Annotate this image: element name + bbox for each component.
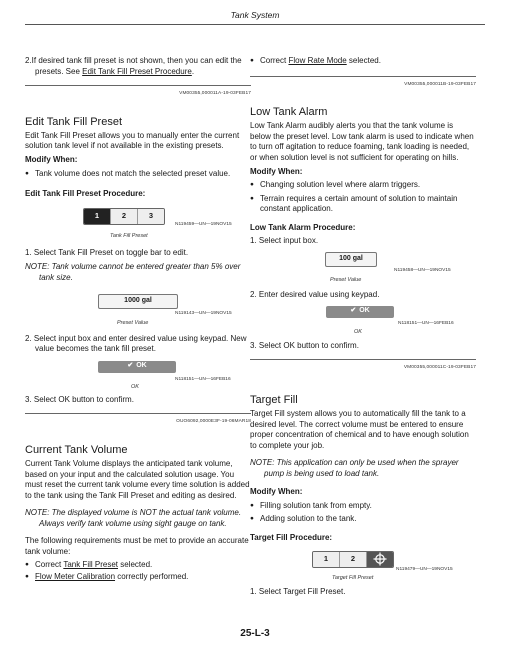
toggle-button-1[interactable]: 1: [84, 209, 111, 224]
ref-code: VM00355,000011B-19-03FEB17: [404, 81, 476, 87]
divider: [25, 413, 251, 414]
list-item: ● Correct Flow Rate Mode selected.: [250, 56, 476, 67]
alarm-value-input[interactable]: 100 gal: [325, 252, 377, 267]
ref-code: VM00355,000011C-19-03FEB17: [403, 365, 476, 371]
link-flow-rate-mode[interactable]: Flow Rate Mode: [288, 56, 347, 65]
note-tank-volume: NOTE: Tank volume cannot be entered greater than 5% over tank size.: [25, 262, 241, 282]
toggle-button-3[interactable]: 3: [138, 209, 164, 224]
tf-proc-step-1: 1. Select Target Fill Preset.: [250, 586, 346, 596]
procedure-label: Low Tank Alarm Procedure:: [250, 222, 356, 232]
list-item: ● Adding solution to the tank.: [250, 514, 476, 525]
preset-value-input[interactable]: 1000 gal: [98, 294, 178, 309]
target-fill-preset-figure: [250, 551, 476, 585]
right-proc-step-1: 1. Select input box.: [250, 235, 319, 245]
divider: [25, 85, 251, 86]
toggle-button-2[interactable]: 2: [340, 552, 367, 567]
modify-when-label: Modify When:: [250, 166, 303, 176]
divider: [250, 359, 476, 360]
figure-ref: N118151—UN—16FEB16: [175, 376, 231, 382]
figure-ref: N118151—UN—16FEB16: [398, 320, 454, 326]
section-title-low-tank-alarm: Low Tank Alarm: [250, 106, 328, 119]
checkmark-icon: ✔: [350, 307, 357, 315]
procedure-label: Target Fill Procedure:: [250, 533, 333, 543]
target-crosshair-icon[interactable]: [367, 552, 393, 567]
link-tank-fill-preset[interactable]: Tank Fill Preset: [63, 559, 118, 569]
crosshair-icon: [373, 552, 387, 566]
ok-button[interactable]: ✔ OK: [98, 361, 176, 373]
section-title-edit-tank-fill-preset: Edit Tank Fill Preset: [25, 115, 123, 128]
left-step-2: 2.If desired tank fill preset is not shown, then you can edit the presets. See Edit Tank Fill Preset Procedure.: [25, 56, 242, 76]
right-proc-step-3: 3. Select OK button to confirm.: [250, 340, 359, 350]
preset-value-figure: [25, 294, 251, 334]
list-item: ● Changing solution level where alarm triggers.: [250, 180, 476, 191]
alarm-preset-figure: [250, 252, 476, 290]
figure-ref: N119479—UN—19NOV15: [396, 566, 453, 572]
list-item: ● Flow Meter Calibration correctly performed.: [25, 572, 251, 583]
figure-caption: OK: [131, 383, 139, 390]
note-displayed-volume: NOTE: The displayed volume is NOT the actual tank volume. Always verify tank volume using sight gauge on tank.: [25, 508, 242, 528]
divider: [250, 76, 476, 77]
tf-body: Target Fill system allows you to automatically fill the tank to a desired level. The correct volume must be entered to ensure proper concentration of chemical and to have enough solution to complete your job.: [250, 408, 469, 450]
link-flow-meter-calibration[interactable]: Flow Meter Calibration: [35, 572, 116, 582]
list-item: ● Terrain requires a certain amount of solution to maintain constant application.: [250, 194, 476, 215]
ref-code: VM00355,000011A-19-03FEB17: [179, 91, 251, 97]
figure-ref: N119143—UN—19NOV15: [175, 310, 232, 316]
edit-body: Edit Tank Fill Preset allows you to manually enter the current solution tank level if not available in the existing presets.: [25, 130, 240, 151]
list-item: ● Filling solution tank from empty.: [250, 501, 476, 512]
checkmark-icon: ✔: [127, 362, 134, 370]
procedure-label: Edit Tank Fill Preset Procedure:: [25, 189, 146, 199]
low-body: Low Tank Alarm audibly alerts you that the tank volume is below the preset level. Low tank alarm is used to indicate when to turn off agitation to reduce foaming, tank loading is needed, or when solution level is not sufficient for operating on hills.: [250, 121, 474, 162]
figure-caption: OK: [354, 328, 362, 335]
page-number: 25-L-3: [240, 628, 270, 639]
toggle-button-1[interactable]: 1: [313, 552, 340, 567]
list-item: ● Correct Tank Fill Preset selected.: [25, 560, 251, 571]
figure-ref: N119458—UN—19NOV15: [394, 268, 451, 274]
right-column: [250, 56, 476, 597]
section-title-target-fill: Target Fill: [250, 393, 298, 406]
ref-code: OUO6092,0000E3F-19-06MAR18: [176, 419, 251, 425]
figure-caption: Target Fill Preset: [332, 574, 374, 581]
target-fill-toggle-bar[interactable]: [312, 551, 394, 568]
ok-button[interactable]: ✔ OK: [326, 306, 394, 318]
modify-when-label: Modify When:: [250, 487, 303, 497]
modify-when-label: Modify When:: [25, 154, 78, 164]
left-column: [25, 56, 251, 583]
ctv-body: Current Tank Volume displays the anticipated tank volume, based on your input and the calculated solution usage. You must reset the current tank volume every time solution is added to the tank using the Tank Fill Preset and editing as desired.: [25, 458, 250, 500]
requirements-text: The following requirements must be met to provide an accurate tank volume:: [25, 536, 249, 557]
figure-caption: Preset Value: [330, 277, 362, 284]
section-title-current-tank-volume: Current Tank Volume: [25, 443, 128, 456]
page-header-title: Tank System: [230, 10, 280, 20]
header-rule: [25, 24, 485, 25]
note-sprayer-pump: NOTE: This application can only be used when the sprayer pump is being used to load tank.: [250, 458, 459, 478]
ok-figure: [250, 306, 476, 338]
list-item: ● Tank volume does not match the selected preset value.: [25, 169, 251, 180]
left-proc-step-2: 2. Select input box and enter desired value using keypad. New value becomes the tank fill preset.: [25, 333, 247, 354]
ok-figure: [25, 361, 251, 391]
left-proc-step-1: 1. Select Tank Fill Preset on toggle bar to edit.: [25, 247, 189, 257]
figure-caption: Preset Value: [117, 319, 149, 326]
toggle-button-2[interactable]: 2: [111, 209, 138, 224]
link-edit-preset-procedure[interactable]: Edit Tank Fill Preset Procedure: [82, 66, 192, 76]
figure-caption: Tank Fill Preset: [110, 232, 148, 239]
tank-fill-preset-figure: [25, 208, 251, 244]
figure-ref: N119459—UN—19NOV15: [175, 221, 232, 227]
tank-fill-toggle-bar[interactable]: [83, 208, 165, 225]
right-proc-step-2: 2. Enter desired value using keypad.: [250, 290, 380, 300]
left-proc-step-3: 3. Select OK button to confirm.: [25, 394, 134, 404]
